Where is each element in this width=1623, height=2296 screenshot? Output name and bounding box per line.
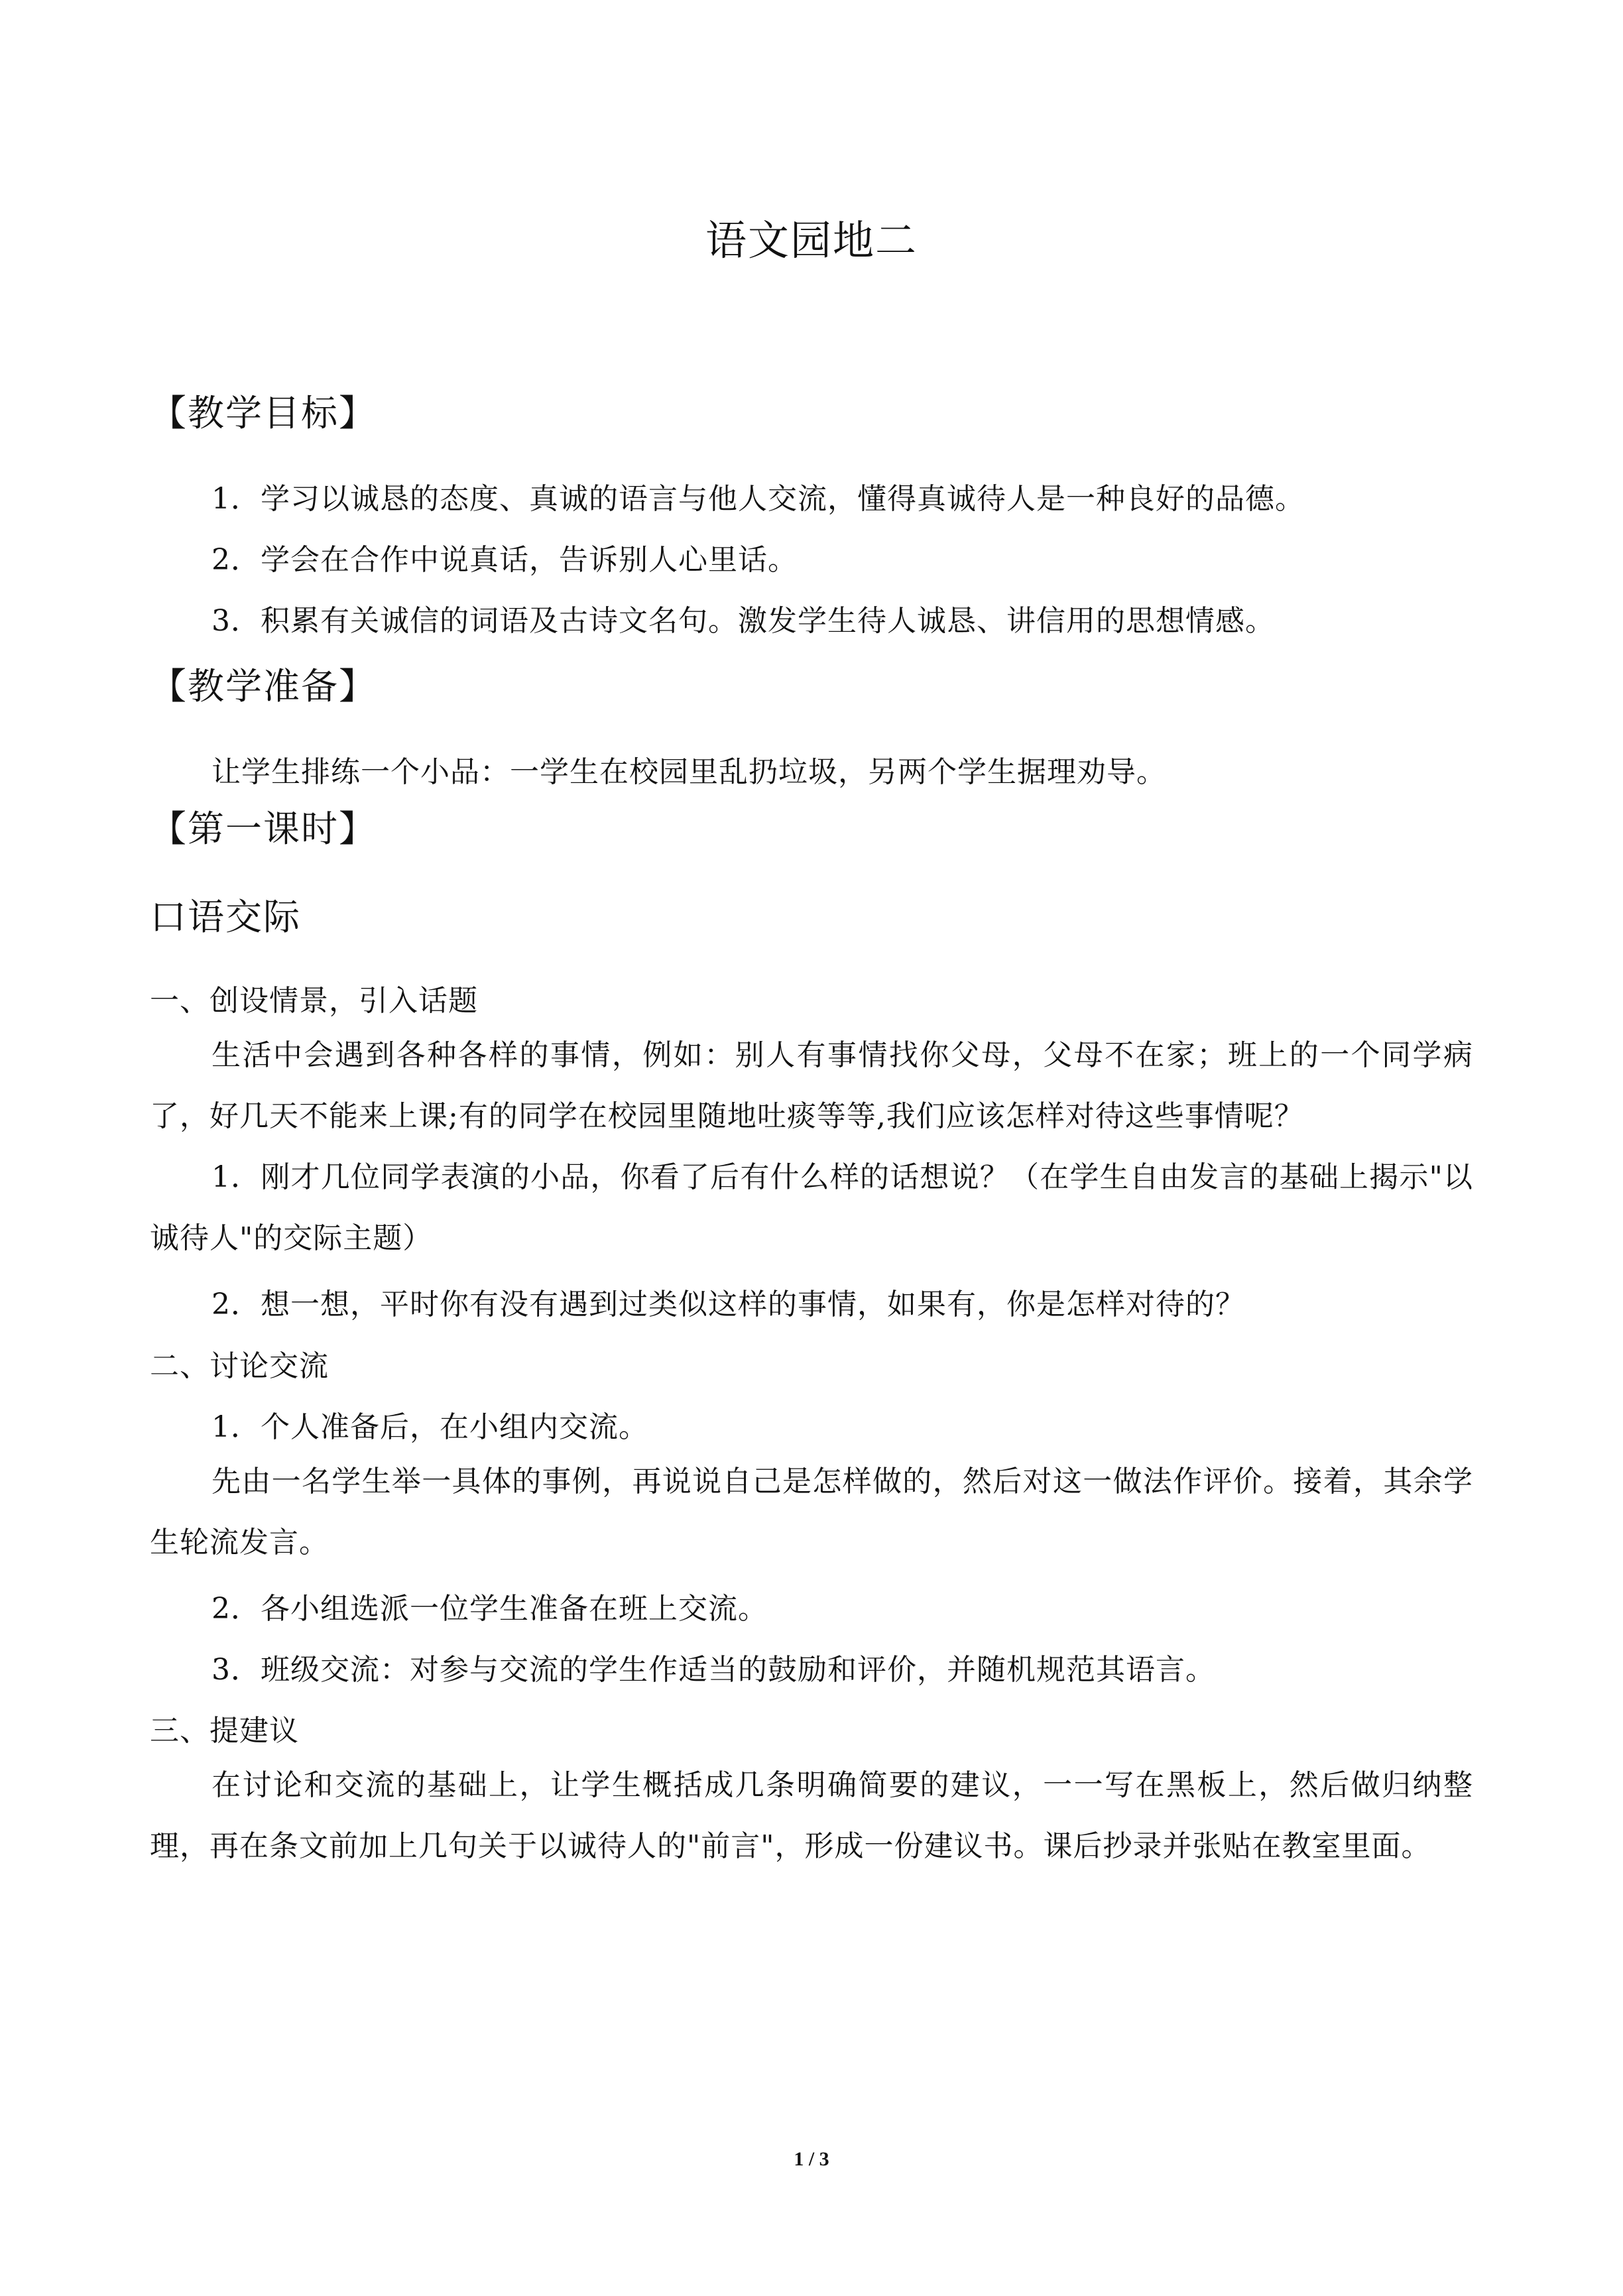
part2-item-3: 3．班级交流：对参与交流的学生作适当的鼓励和评价，并随机规范其语言。 xyxy=(211,1653,1215,1687)
part2-heading: 二、讨论交流 xyxy=(150,1349,329,1383)
objective-item-2: 2．学会在合作中说真话，告诉别人心里话。 xyxy=(211,543,798,577)
lesson1-heading: 【第一课时】 xyxy=(150,808,377,850)
page-title: 语文园地二 xyxy=(705,216,918,265)
part1-heading: 一、创设情景，引入话题 xyxy=(150,984,478,1018)
part1-paragraph-3: 2．想一想，平时你有没有遇到过类似这样的事情，如果有，你是怎样对待的？ xyxy=(211,1288,1245,1321)
part3-heading: 三、提建议 xyxy=(150,1714,299,1748)
objective-item-1: 1．学习以诚恳的态度、真诚的语言与他人交流，懂得真诚待人是一种良好的品德。 xyxy=(211,482,1305,516)
part2-item-1: 1．个人准备后，在小组内交流。 xyxy=(211,1410,648,1444)
preparation-text: 让学生排练一个小品：一学生在校园里乱扔垃圾，另两个学生据理劝导。 xyxy=(211,755,1166,789)
objectives-heading: 【教学目标】 xyxy=(150,392,377,434)
part2-item-2: 2．各小组选派一位学生准备在班上交流。 xyxy=(211,1592,768,1626)
objective-item-3: 3．积累有关诚信的词语及古诗文名句。激发学生待人诚恳、讲信用的思想情感。 xyxy=(211,604,1275,638)
part2-paragraph: 先由一名学生举一具体的事例，再说说自己是怎样做的，然后对这一做法作评价。接着，其余学生轮流发言。 xyxy=(150,1465,1473,1559)
preparation-heading: 【教学准备】 xyxy=(150,665,377,707)
page-number: 1 / 3 xyxy=(794,2148,829,2170)
oral-communication-subheading: 口语交际 xyxy=(150,896,302,938)
part1-paragraph-2: 1．刚才几位同学表演的小品，你看了后有什么样的话想说？（在学生自由发言的基础上揭示"以诚待人"的交际主题） xyxy=(150,1160,1473,1255)
part1-paragraph-1: 生活中会遇到各种各样的事情，例如：别人有事情找你父母，父母不在家；班上的一个同学病了，好几天不能来上课;有的同学在校园里随地吐痰等等,我们应该怎样对待这些事情呢？ xyxy=(150,1038,1473,1133)
part3-paragraph: 在讨论和交流的基础上，让学生概括成几条明确简要的建议，一一写在黑板上，然后做归纳整理，再在条文前加上几句关于以诚待人的"前言"，形成一份建议书。课后抄录并张贴在教室里面。 xyxy=(150,1768,1473,1863)
